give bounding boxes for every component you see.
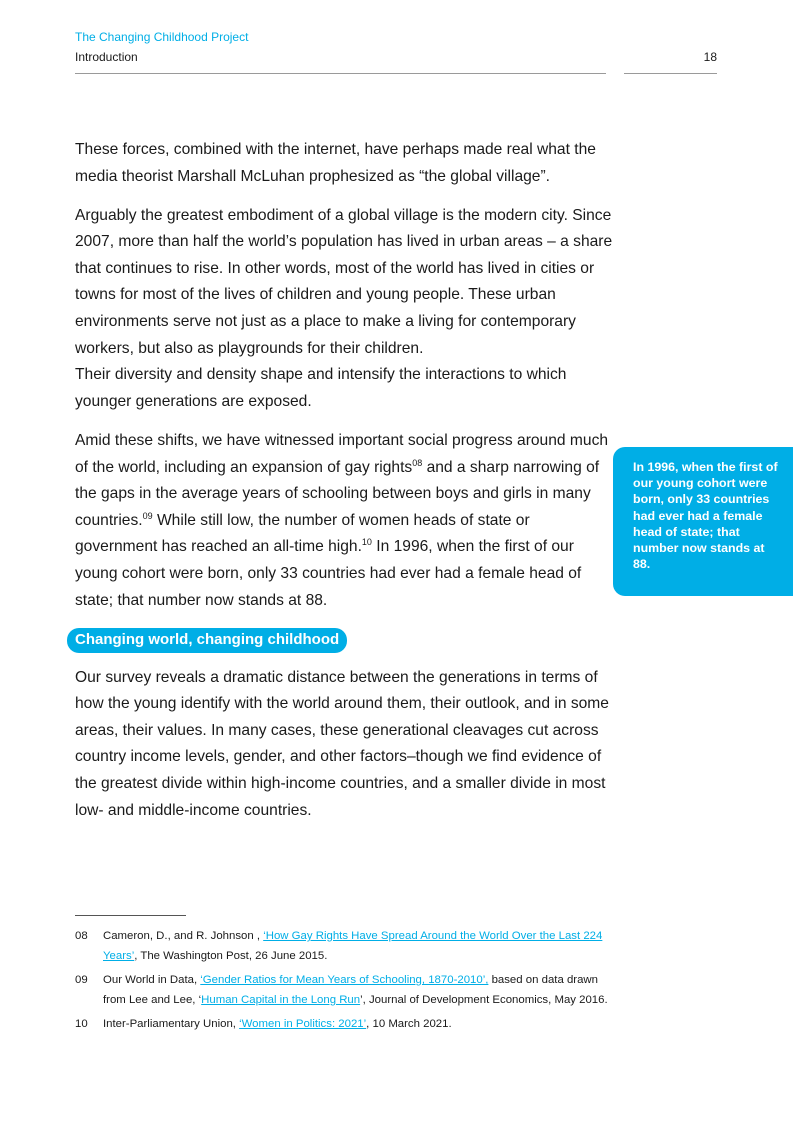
footnote-08 [75,926,610,966]
paragraph-2-part-b: Their diversity and density shape and intensify the interactions to which younger generations are exposed. [75,366,567,410]
paragraph-3 [75,428,615,614]
pull-quote-text: In 1996, when the first of our young cohort were born, only 33 countries had ever had a female head of state; that number now stands at 88. [633,460,778,572]
footnote-text: Our World in Data, [103,974,201,986]
footnote-text: Cameron, D., and R. Johnson , [103,930,264,942]
page-number: 18 [703,50,717,64]
header-project-title: The Changing Childhood Project [75,30,249,44]
section-subheading: Changing world, changing childhood [67,628,347,653]
pull-quote-callout [613,447,793,596]
paragraph-3-sentence-1: Amid these shifts, we have witnessed important social progress around much of the world, including an expansion of gay rights [75,431,609,476]
footnote-ref-08[interactable]: 08 [412,457,423,468]
footnote-ref-10[interactable]: 10 [361,537,372,548]
footnote-text: ’, Journal of Development Economics, May 2016. [360,994,608,1006]
header-section-title: Introduction [75,50,138,64]
footnote-09 [75,970,610,1010]
paragraph-2 [75,203,615,416]
paragraph-3-sentence-2: and a sharp narrowing of the gaps in the average years of schooling between boys and girls in many countries. [75,458,600,529]
footnote-number: 09 [75,974,88,986]
footnotes [75,926,610,1038]
footnote-text: , 10 March 2021. [366,1018,452,1030]
paragraph-4: Our survey reveals a dramatic distance between the generations in terms of how the young identify with the world around them, their outlook, and in some areas, their values. In many cases, these generational cleavages cut across country income levels, gender, and other factors–though we find evidence of the greatest divide within high-income countries, and a smaller divide in most low- and middle-income countries. [75,668,609,819]
paragraph-3-sentence-3: While still low, the number of women heads of state or government has reached an all-time high. [75,511,530,556]
footnote-number: 10 [75,1018,88,1030]
header-rule-side [624,73,717,74]
footnote-link[interactable]: Human Capital in the Long Run [201,994,361,1006]
footnote-ref-09[interactable]: 09 [142,510,153,521]
paragraph-1: These forces, combined with the internet, have perhaps made real what the media theorist Marshall McLuhan prophesized as “the global village”. [75,141,596,185]
footnote-number: 08 [75,930,88,942]
footnote-text: Inter-Parliamentary Union, [103,1018,240,1030]
paragraph-3-sentence-4: In 1996, when the first of our young cohort were born, only 33 countries had ever had a female head of state; that number now stands at 88. [75,538,582,609]
footnote-text: , The Washington Post, 26 June 2015. [134,950,328,962]
body-text [75,137,615,837]
footnote-rule [75,915,186,916]
footnote-10 [75,1014,610,1034]
header-rule-main [75,73,606,74]
footnote-link[interactable]: ‘Gender Ratios for Mean Years of Schooling, 1870-2010’, [200,974,489,986]
paragraph-2-part-a: Arguably the greatest embodiment of a global village is the modern city. Since 2007, more than half the world’s population has lived in urban areas – a share that continues to rise. In other words, most of the world has lived in cities or towns for most of the lives of children and young people. These urban environments serve not just as a place to make a living for contemporary workers, but also as playgrounds for their children. [75,206,613,357]
footnote-text: based on data drawn from Lee and Lee, ‘ [103,974,598,1006]
footnote-link[interactable]: ‘How Gay Rights Have Spread Around the World Over the Last 224 Years’ [103,930,603,962]
footnote-link[interactable]: ‘Women in Politics: 2021’ [239,1018,367,1030]
